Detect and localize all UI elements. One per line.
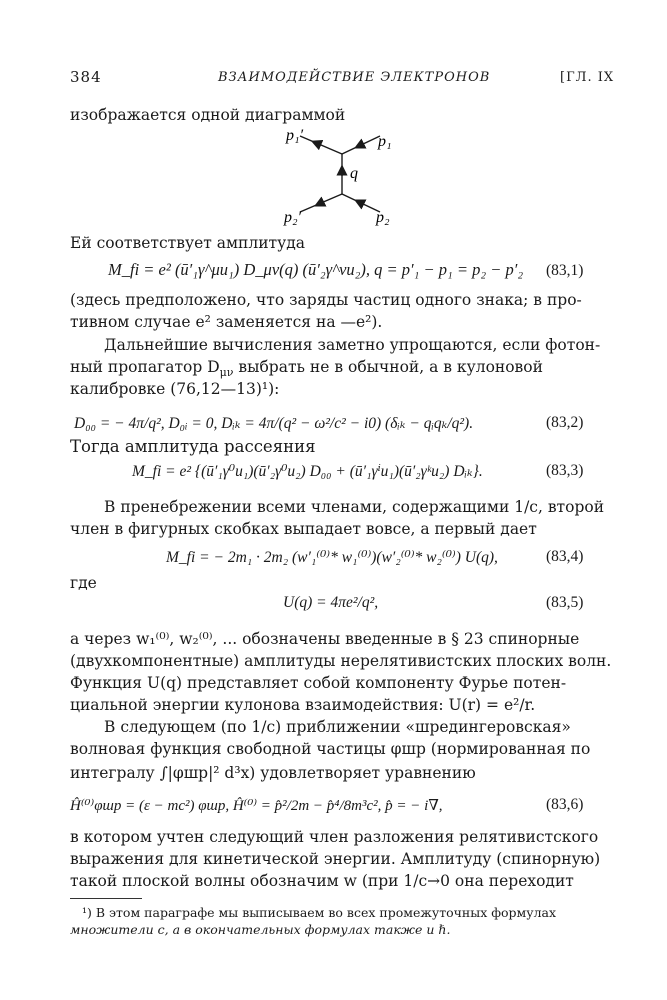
equation-number-83-2: (83,2): [546, 414, 584, 431]
running-title: ВЗАИМОДЕЙСТВИЕ ЭЛЕКТРОНОВ: [218, 70, 491, 85]
paragraph-note-l1: (здесь предположено, что заряды частиц одного знака; в про-: [70, 291, 582, 309]
paragraph-gauge-l3: калибровке (76,12—13)¹):: [70, 380, 280, 398]
equation-83-6: Ĥ⁽⁰⁾φшр = (ε − mc²) φшр, Ĥ⁽⁰⁾ = p̂²/2m − p̂⁴/8m³c², p̂ = − i∇,: [70, 798, 443, 814]
paragraph-gauge-l2: ный пропагатор $D_{\mu\nu}$ выбрать не в обычной, а в кулоновой: [70, 358, 543, 380]
paragraph-where: где: [70, 574, 97, 592]
equation-number-83-1: (83,1): [546, 262, 584, 279]
equation-83-5: U(q) = 4πe²/q²,: [283, 594, 379, 611]
equation-number-83-3: (83,3): [546, 462, 584, 479]
paragraph-intro: изображается одной диаграммой: [70, 106, 346, 124]
paragraph-expansion-l2: выражения для кинетической энергии. Амплитуду (спинорную): [70, 850, 601, 868]
paragraph-spinor-l1: а через w₁⁽⁰⁾, w₂⁽⁰⁾, ... обозначены введенные в § 23 спинорные: [70, 630, 580, 648]
label-p2-prime: p₂′: [284, 209, 302, 226]
paragraph-expansion-l3: такой плоской волны обозначим w (при 1/c→0 она переходит: [70, 872, 574, 890]
paragraph-schrodinger-l3: интегралу ∫|φшр|² d³x) удовлетворяет уравнению: [70, 764, 476, 782]
label-p1: p₁: [378, 133, 392, 150]
label-p1-prime: p₁′: [286, 127, 304, 144]
feynman-diagram: [270, 124, 410, 230]
equation-number-83-5: (83,5): [546, 594, 584, 611]
paragraph-neglect-l1: В пренебрежении всеми членами, содержащими 1/c, второй: [104, 498, 605, 516]
footnote-line-2: множители c, а в окончательных формулах также и ℏ.: [70, 922, 451, 937]
equation-83-4: M_fi = − 2m₁ · 2m₂ (w′₁⁽⁰⁾* w₁⁽⁰⁾)(w′₂⁽⁰⁾* w₂⁽⁰⁾) U(q),: [166, 549, 498, 566]
label-q: q: [350, 165, 358, 182]
line-p1-prime: [300, 136, 342, 154]
footnote-rule: [70, 898, 142, 899]
paragraph-schrodinger-l2: волновая функция свободной частицы φшр (нормированная по: [70, 740, 591, 758]
equation-83-3: M_fi = e² {(ū′₁γ⁰u₁)(ū′₂γ⁰u₂) D₀₀ + (ū′₁γⁱu₁)(ū′₂γᵏu₂) Dᵢₖ}.: [132, 463, 483, 480]
paragraph-spinor-l4: циальной энергии кулонова взаимодействия: U(r) = e²/r.: [70, 696, 536, 714]
paragraph-neglect-l2: член в фигурных скобках выпадает вовсе, а первый дает: [70, 520, 537, 538]
equation-83-1: M_fi = e² (ū′₁γ^μu₁) D_μν(q) (ū′₂γ^νu₂), q = p′₁ − p₁ = p₂ − p′₂: [108, 260, 524, 279]
paragraph-spinor-l3: Функция U(q) представляет собой компоненту Фурье потен-: [70, 674, 567, 692]
paragraph-gauge-l1: Дальнейшие вычисления заметно упрощаются, если фотон-: [104, 336, 601, 354]
paragraph-note-l2: тивном случае e² заменяется на —e²).: [70, 313, 383, 331]
paragraph-spinor-l2: (двухкомпонентные) амплитуды нерелятивистских плоских волн.: [70, 652, 612, 670]
paragraph-scattering: Тогда амплитуда рассеяния: [70, 437, 316, 456]
equation-number-83-6: (83,6): [546, 796, 584, 813]
footnote-line-1: ¹) В этом параграфе мы выписываем во всех промежуточных формулах: [82, 905, 557, 920]
paragraph-amplitude: Ей соответствует амплитуда: [70, 234, 306, 252]
label-p2: p₂: [376, 209, 390, 226]
equation-number-83-4: (83,4): [546, 548, 584, 565]
page-number: 384: [70, 68, 102, 86]
equation-83-2: D₀₀ = − 4π/q², D₀ᵢ = 0, Dᵢₖ = 4π/(q² − ω²/c² − i0) (δᵢₖ − qᵢqₖ/q²).: [74, 415, 474, 432]
chapter-label: [ГЛ. IX: [560, 70, 615, 85]
paragraph-schrodinger-l1: В следующем (по 1/c) приближении «шредингеровская»: [104, 718, 571, 736]
paragraph-expansion-l1: в котором учтен следующий член разложения релятивистского: [70, 828, 599, 846]
